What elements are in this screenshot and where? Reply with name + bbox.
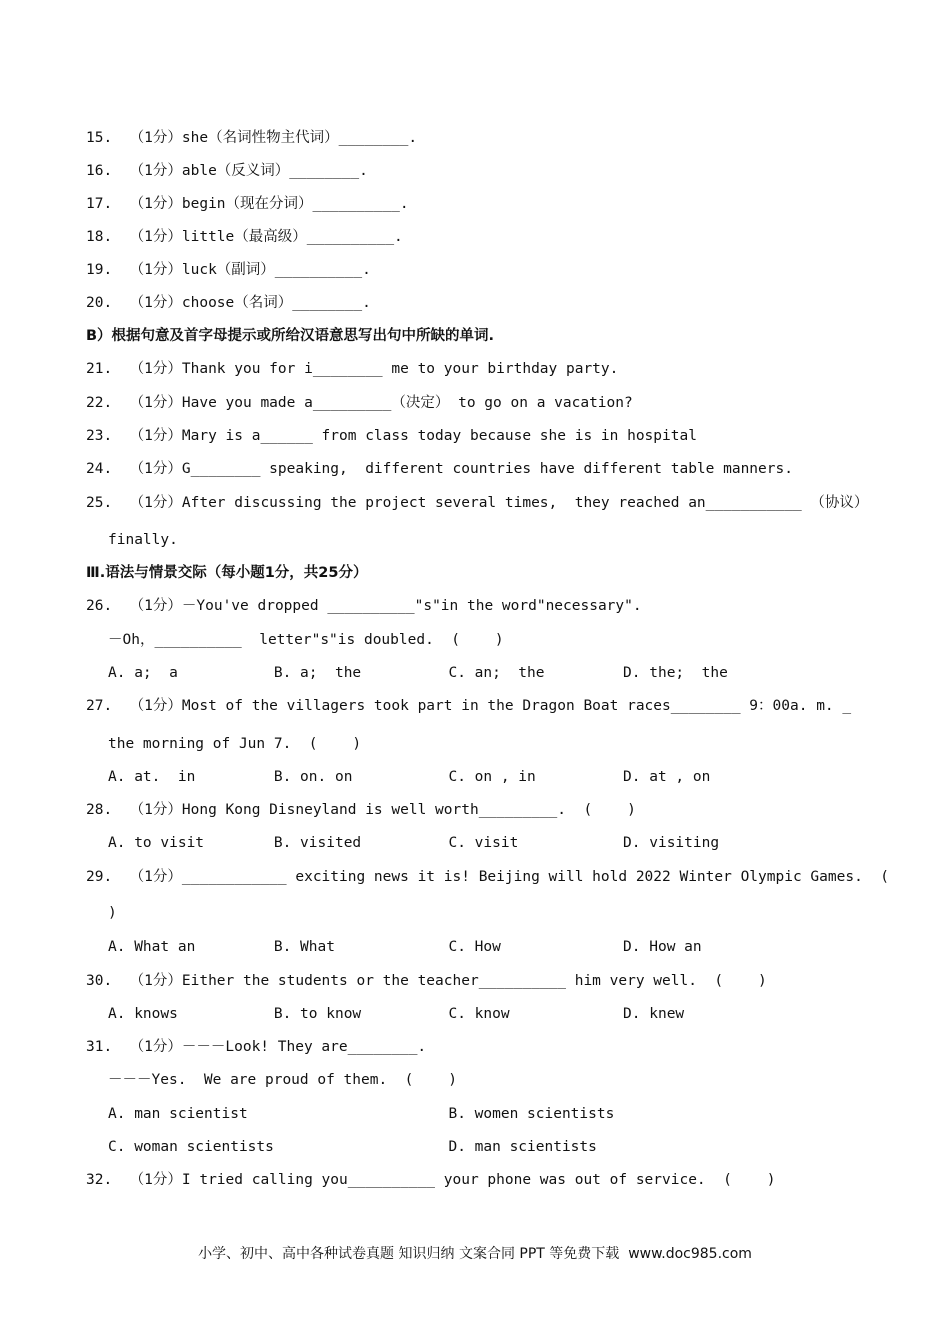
question-31-line2: －－－Yes. We are proud of them. ( )	[108, 1072, 458, 1088]
question-28: 28. （1分）Hong Kong Disneyland is well worth_________. ( )	[86, 802, 636, 818]
question-16: 16. （1分）able（反义词）________.	[86, 163, 368, 179]
question-25-continued: finally.	[108, 532, 178, 548]
question-23: 23. （1分）Mary is a______ from class today because she is in hospital	[86, 428, 697, 444]
page-footer: 小学、初中、高中各种试卷真题 知识归纳 文案合同 PPT 等免费下载 www.doc985.com	[198, 1246, 752, 1262]
question-15: 15. （1分）she（名词性物主代词）________.	[86, 130, 418, 146]
question-21: 21. （1分）Thank you for i________ me to your birthday party.	[86, 361, 619, 377]
question-32: 32. （1分）I tried calling you__________ your phone was out of service. ( )	[86, 1172, 776, 1188]
question-29: 29. （1分）____________ exciting news it is! Beijing will hold 2022 Winter Olympic Games. (	[86, 869, 889, 885]
question-26: 26. （1分）－You've dropped __________"s"in the word"necessary".	[86, 598, 642, 614]
question-25: 25. （1分）After discussing the project several times, they reached an___________ （协议）	[86, 495, 869, 511]
question-29-options: A. What an B. What C. How D. How an	[108, 939, 702, 955]
question-27: 27. （1分）Most of the villagers took part in the Dragon Boat races________ 9：00a. m. _	[86, 698, 852, 714]
question-20: 20. （1分）choose（名词）________.	[86, 295, 371, 311]
question-31: 31. （1分）－－－Look! They are________.	[86, 1039, 427, 1055]
question-19: 19. （1分）luck（副词）__________.	[86, 262, 371, 278]
section-b-heading: B）根据句意及首字母提示或所给汉语意思写出句中所缺的单词.	[86, 328, 495, 344]
question-27-continued: the morning of Jun 7. ( )	[108, 736, 362, 752]
question-26-line2: －Oh，__________ letter"s"is doubled. ( )	[108, 632, 504, 648]
question-29-continued: )	[108, 905, 117, 921]
question-31-options-cd: C. woman scientists D. man scientists	[108, 1139, 597, 1155]
question-30-options: A. knows B. to know C. know D. knew	[108, 1006, 685, 1022]
question-22: 22. （1分）Have you made a_________（决定） to go on a vacation?	[86, 395, 633, 411]
question-27-options: A. at. in B. on. on C. on , in D. at , on	[108, 769, 711, 785]
section-iii-heading: Ⅲ.语法与情景交际（每小题1分，共25分）	[86, 565, 368, 581]
question-17: 17. （1分）begin（现在分词）__________.	[86, 196, 409, 212]
question-18: 18. （1分）little（最高级）__________.	[86, 229, 403, 245]
question-24: 24. （1分）G________ speaking, different countries have different table manners.	[86, 461, 793, 477]
question-26-options: A. a; a B. a; the C. an; the D. the; the	[108, 665, 728, 681]
question-30: 30. （1分）Either the students or the teacher__________ him very well. ( )	[86, 973, 767, 989]
question-31-options-ab: A. man scientist B. women scientists	[108, 1106, 615, 1122]
question-28-options: A. to visit B. visited C. visit D. visiting	[108, 835, 720, 851]
